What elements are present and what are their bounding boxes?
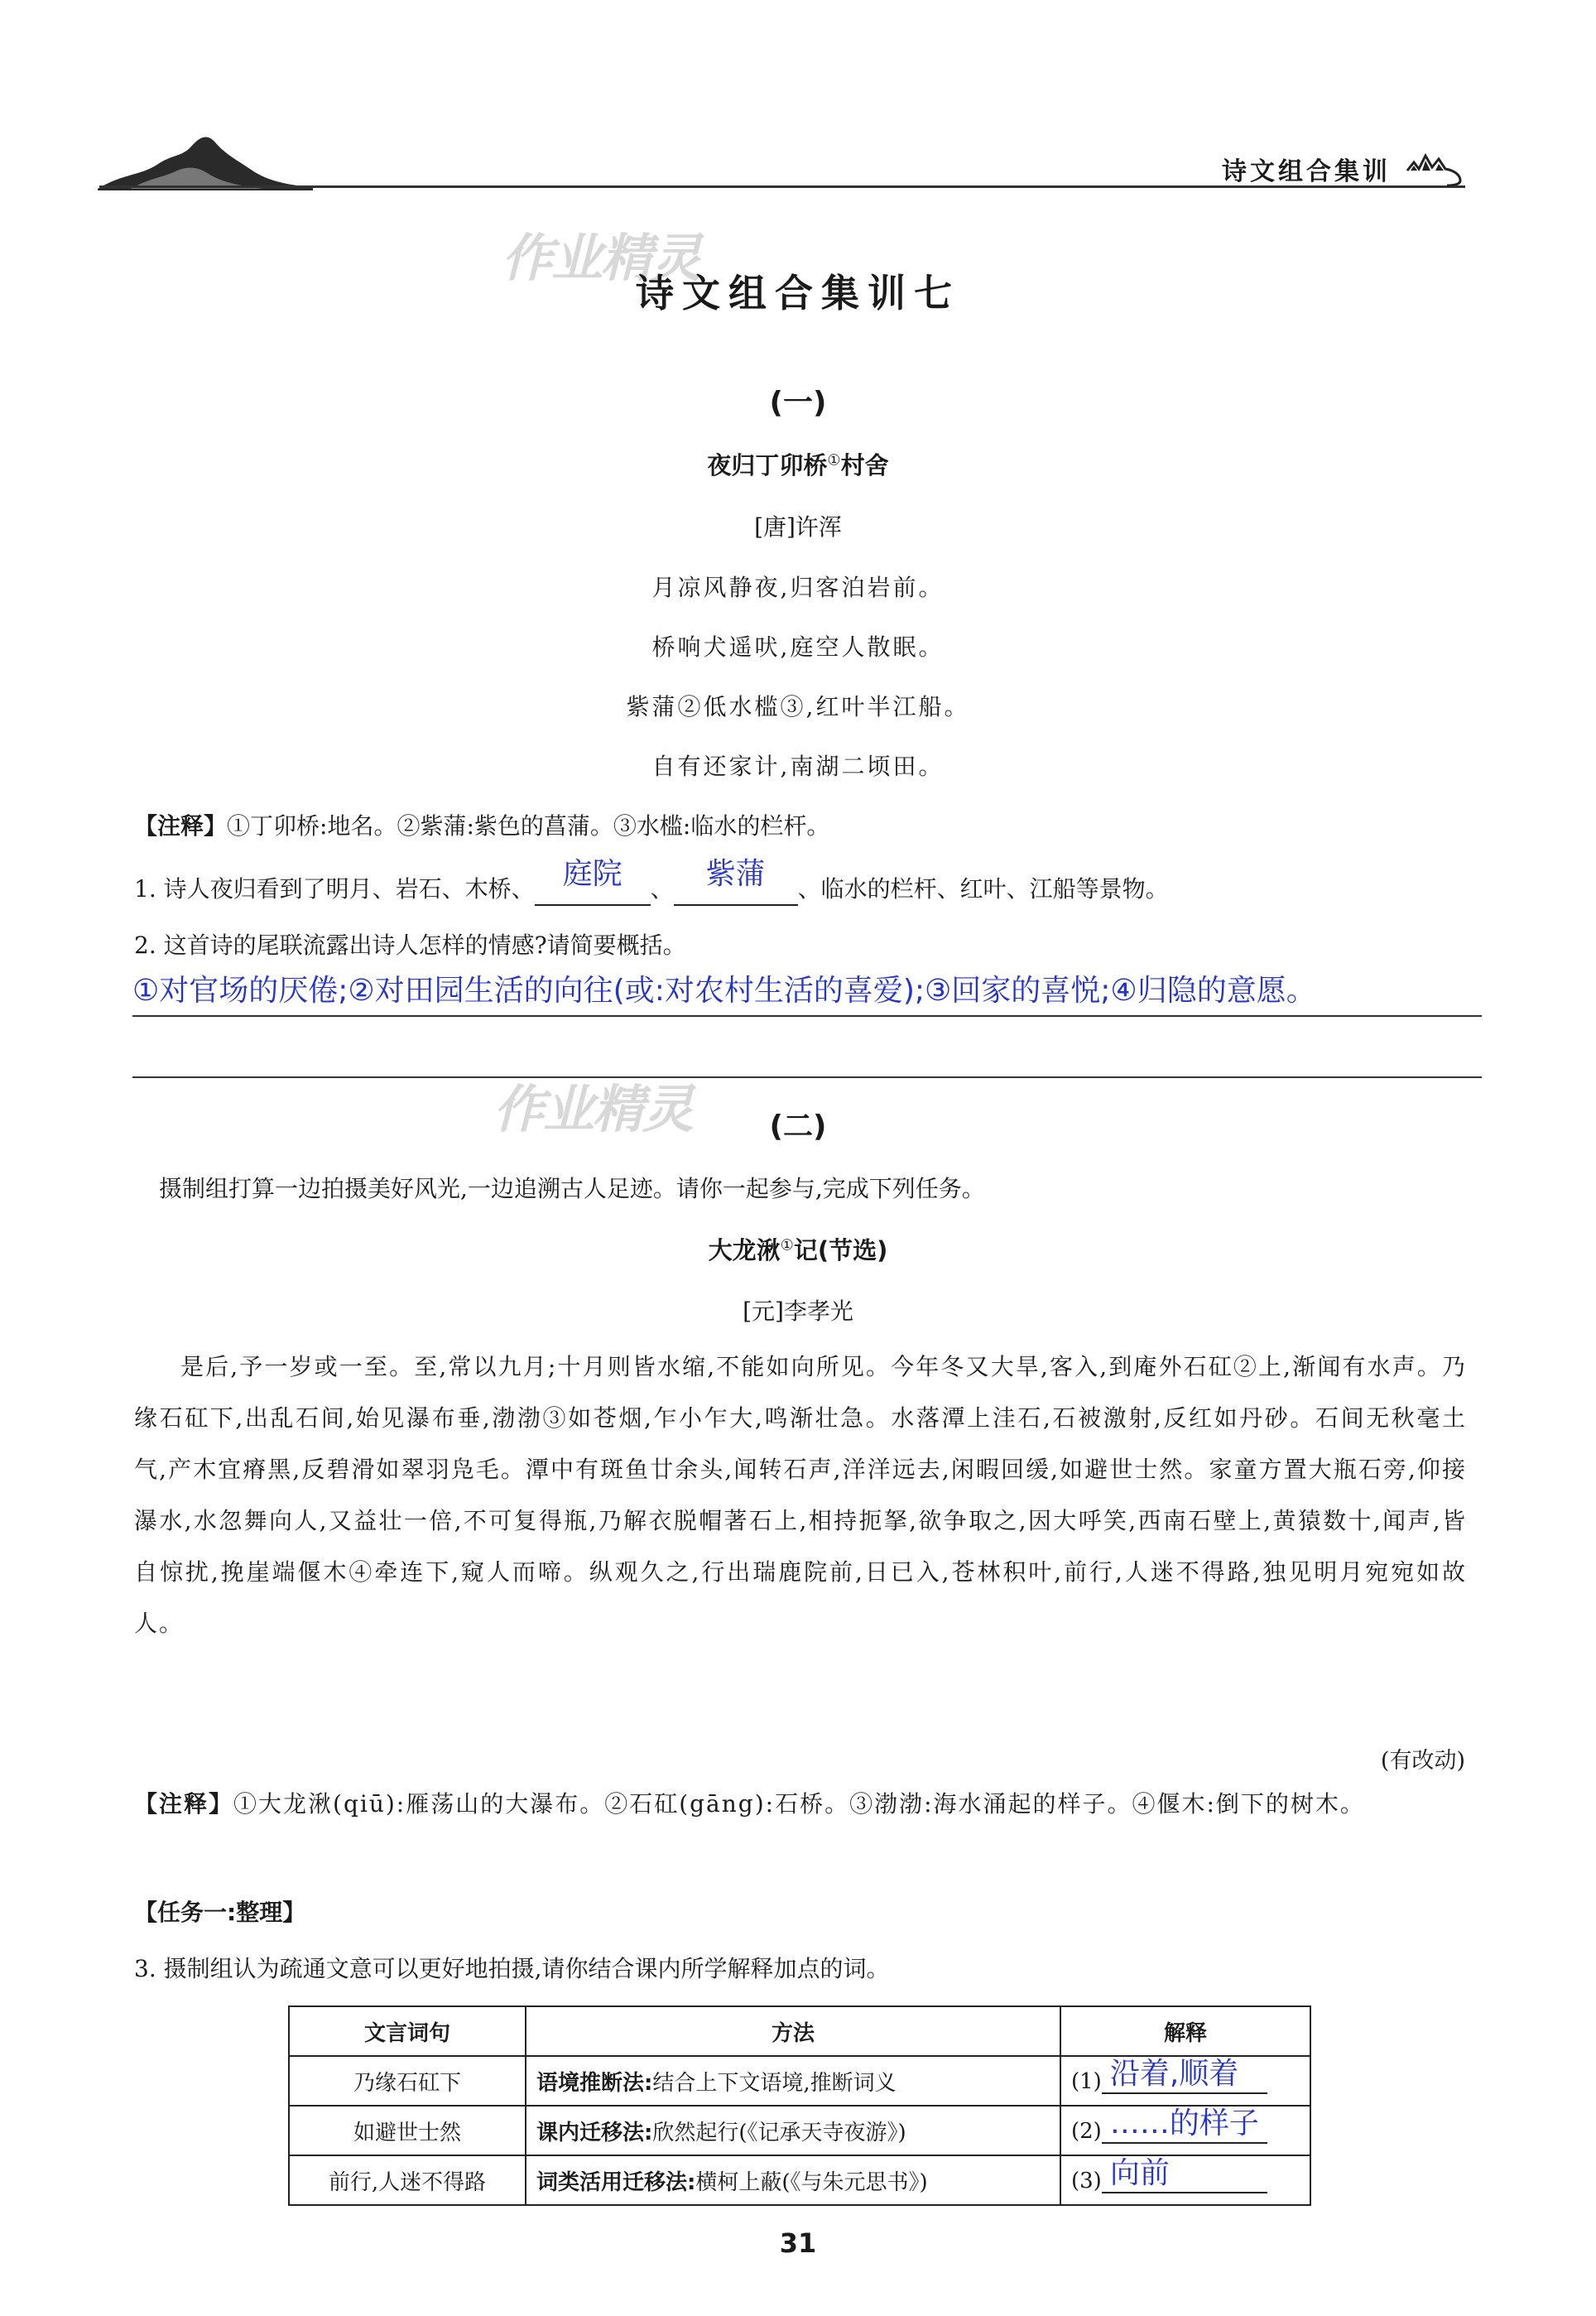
poem-title-tail: 村舍 xyxy=(840,451,889,479)
table-cell-phrase: 如避世士然 xyxy=(289,2106,526,2155)
handwritten-answer: ①对官场的厌倦;②对田园生活的向往(或:对农村生活的喜爱);③回家的喜悦;④归隐的意愿。 xyxy=(132,974,1316,1008)
answer-line xyxy=(132,1015,1482,1017)
passage-author: [元]李孝光 xyxy=(743,1298,853,1325)
table-cell-phrase: 前行,人迷不得路 xyxy=(289,2155,526,2205)
table-row xyxy=(289,2155,1310,2205)
handwritten-answer: 庭院 xyxy=(562,857,623,891)
answer-line xyxy=(132,1076,1482,1078)
table-header: 解释 xyxy=(1060,2006,1310,2056)
question-1 xyxy=(134,857,1169,906)
answer-number: (2) xyxy=(1071,2119,1102,2144)
table-cell-method xyxy=(526,2056,1060,2106)
table-cell-method xyxy=(526,2106,1060,2155)
section-2-intro: 摄制组打算一边拍摄美好风光,一边追溯古人足迹。请你一起参与,完成下列任务。 xyxy=(159,1175,985,1202)
table-row xyxy=(289,2056,1310,2106)
passage-body xyxy=(134,1341,1467,1649)
answer-blank[interactable] xyxy=(1102,2156,1267,2193)
answer-blank[interactable] xyxy=(674,857,798,906)
handwritten-answer: 向前 xyxy=(1109,2156,1170,2190)
poem-author: [唐]许浑 xyxy=(754,513,842,541)
table-header-row xyxy=(289,2006,1310,2056)
poem-notes xyxy=(134,810,829,843)
poem-title xyxy=(0,447,1596,481)
watermark-text: 作业精灵 xyxy=(493,1079,693,1139)
method-text: 结合上下文语境,推断词义 xyxy=(652,2070,897,2096)
poem-line: 月凉风静夜,归客泊岩前。 xyxy=(651,574,945,601)
passage-title-note: ① xyxy=(780,1236,794,1254)
table-row xyxy=(289,2106,1310,2155)
passage-text: 是后,予一岁或一至。至,常以九月;十月则皆水缩,不能如向所见。今年冬又大旱,客入,到庵外石矼②上,渐闻有水声。乃缘石矼下,出乱石间,始见瀑布垂,渤渤③如苍烟,乍小乍大,鸣渐壮急。水落潭上洼石,石被激射,反红如丹砂。石间无秋毫土气,产木宜瘠黑,反碧滑如翠羽凫毛。潭中有斑鱼廿余头,闻转石声,洋洋远去,闲暇回缓,如避世士然。家童方置大瓶石旁,仰接瀑水,水忽舞向人,又益壮一倍,不可复得瓶,乃解衣脱帽著石上,相持扼拏,欲争取之,因大呼笑,西南石壁上,黄猿数十,闻声,皆自惊扰,挽崖端偃木④牵连下,窥人而啼。纵观久之,行出瑞鹿院前,日已入,苍林积叶,前行,人迷不得路,独见明月宛宛如故人。 xyxy=(134,1353,1467,1637)
table-cell-method xyxy=(526,2155,1060,2205)
answer-blank[interactable] xyxy=(1102,2057,1267,2094)
poem-line: 自有还家计,南湖二顷田。 xyxy=(651,753,945,780)
section-2-label: (二) xyxy=(769,1110,827,1144)
table-header: 文言词句 xyxy=(289,2006,526,2056)
section-1-label: (一) xyxy=(769,386,827,420)
table-header: 方法 xyxy=(526,2006,1060,2056)
poem-title-text: 夜归丁卯桥 xyxy=(707,451,828,479)
page-number: 31 xyxy=(779,2227,817,2259)
notes-label: 【注释】 xyxy=(134,1790,234,1818)
table-cell-phrase: 乃缘石矼下 xyxy=(289,2056,526,2106)
question-1-prefix: 1. 诗人夜归看到了明月、岩石、木桥、 xyxy=(134,875,535,903)
answer-blank[interactable] xyxy=(1102,2107,1267,2144)
answer-number: (1) xyxy=(1071,2069,1102,2094)
answer-blank[interactable] xyxy=(535,857,651,906)
vocabulary-table xyxy=(288,2005,1311,2206)
header-title: 诗文组合集训 xyxy=(1222,157,1391,186)
question-2: 2. 这首诗的尾联流露出诗人怎样的情感?请简要概括。 xyxy=(134,932,686,959)
passage-title xyxy=(0,1232,1596,1266)
question-1-suffix: 、临水的栏杆、红叶、江船等景物。 xyxy=(797,875,1169,903)
passage-title-tail: 记(节选) xyxy=(793,1236,888,1264)
table-cell-answer[interactable] xyxy=(1060,2056,1310,2106)
passage-notes xyxy=(134,1780,1467,1828)
method-label: 语境推断法: xyxy=(536,2070,653,2096)
peaks-decoration-icon xyxy=(1406,146,1464,187)
table-cell-answer[interactable] xyxy=(1060,2106,1310,2155)
answer-number: (3) xyxy=(1071,2169,1102,2193)
page-title: 诗文组合集训七 xyxy=(636,271,960,315)
mountain-decoration-icon xyxy=(98,124,313,190)
task-label: 【任务一:整理】 xyxy=(134,1899,306,1926)
poem-title-note: ① xyxy=(827,451,841,469)
question-3: 3. 摄制组认为疏通文意可以更好地拍摄,请你结合课内所学解释加点的词。 xyxy=(134,1955,890,1982)
notes-label: 【注释】 xyxy=(134,812,228,840)
poem-line: 桥响犬遥吠,庭空人散眠。 xyxy=(651,633,945,661)
method-text: 横柯上蔽(《与朱元思书》) xyxy=(695,2169,928,2195)
method-label: 课内迁移法: xyxy=(536,2120,653,2145)
notes-text: ①丁卯桥:地名。②紫蒲:紫色的菖蒲。③水槛:临水的栏杆。 xyxy=(227,812,830,840)
modified-note: (有改动) xyxy=(1380,1748,1465,1774)
method-text: 欣然起行(《记承天寺夜游》) xyxy=(652,2120,906,2145)
poem-line: 紫蒲②低水槛③,红叶半江船。 xyxy=(626,693,970,720)
method-label: 词类活用迁移法: xyxy=(536,2169,696,2195)
handwritten-answer: 沿着,顺着 xyxy=(1109,2057,1239,2091)
handwritten-answer: ……的样子 xyxy=(1109,2107,1259,2140)
passage-title-text: 大龙湫 xyxy=(708,1236,781,1264)
table-cell-answer[interactable] xyxy=(1060,2155,1310,2205)
handwritten-answer: 紫蒲 xyxy=(705,857,766,891)
watermark-text: 作业精灵 xyxy=(502,228,701,288)
notes-text: ①大龙湫(qiū):雁荡山的大瀑布。②石矼(gāng):石桥。③渤渤:海水涌起的样子。④偃木:倒下的树木。 xyxy=(233,1790,1365,1818)
question-1-sep: 、 xyxy=(650,875,674,903)
